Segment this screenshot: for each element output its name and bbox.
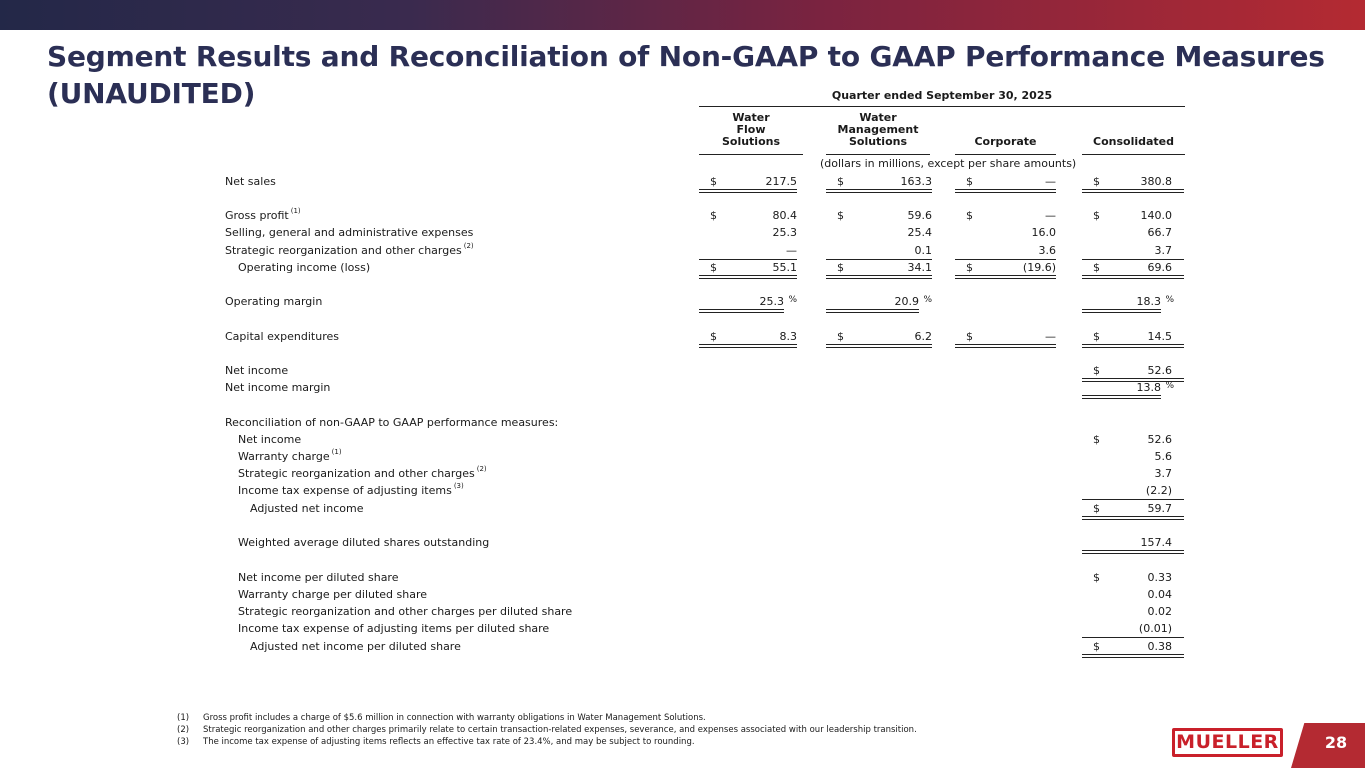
cell: $ 59.6	[837, 209, 932, 222]
cell: 0.1	[826, 244, 932, 258]
cell: $ 0.38	[1082, 640, 1172, 654]
cell: 3.7	[1154, 467, 1172, 480]
table-row-recon-warranty	[0, 450, 1365, 464]
row-label: Income tax expense of adjusting items $^{(3)}$	[238, 482, 464, 497]
cell: $ —	[955, 175, 1056, 189]
mueller-logo: MUELLER	[1172, 728, 1283, 757]
table-row-adjusted-net-income	[0, 502, 1365, 516]
cell: 13.8 %	[1082, 381, 1161, 395]
col-header-line: Consolidated	[1093, 135, 1174, 148]
table-row-eps-tax	[0, 622, 1365, 636]
col-header-line: Corporate	[974, 135, 1037, 148]
cell: 3.6	[955, 244, 1056, 258]
row-label: Operating margin	[225, 295, 323, 308]
col-header-water-management	[826, 112, 930, 148]
cell: 0.02	[1147, 605, 1172, 618]
cell: 0.04	[1147, 588, 1172, 601]
cell: $ 52.6	[1082, 364, 1172, 378]
row-label: Net income margin	[225, 381, 331, 394]
cell: $ 163.3	[826, 175, 932, 189]
cell: —	[699, 244, 797, 258]
row-label: Weighted average diluted shares outstanding	[238, 536, 490, 549]
cell: $ 0.33	[1093, 571, 1172, 584]
cell: $ 34.1	[826, 261, 932, 275]
cell: 16.0	[1031, 226, 1056, 239]
cell: $ —	[966, 209, 1056, 222]
cell: 25.3	[772, 226, 797, 239]
row-label: Warranty charge $^{(1)}$	[238, 448, 342, 463]
cell: (0.01)	[1082, 622, 1172, 636]
row-label: Adjusted net income per diluted share	[250, 640, 461, 653]
period-header: Quarter ended September 30, 2025	[831, 89, 1053, 102]
cell: 25.3 %	[699, 295, 784, 309]
page-title: Segment Results and Reconciliation of Non-GAAP to GAAP Performance Measures (UNAUDITED)	[47, 40, 1325, 110]
cell: 18.3 %	[1082, 295, 1161, 309]
header-gradient-bar	[0, 0, 1365, 30]
table-row-gross-profit	[0, 209, 1365, 223]
cell: 3.7	[1082, 244, 1172, 258]
row-label: Gross profit $^{(1)}$	[225, 207, 301, 222]
row-label: Strategic reorganization and other charges per diluted share	[238, 605, 573, 618]
cell: (2.2)	[1082, 484, 1172, 498]
table-row-recon-reorg	[0, 467, 1365, 481]
row-label: Net income per diluted share	[238, 571, 399, 584]
row-label: Adjusted net income	[250, 502, 364, 515]
row-label: Net income	[238, 433, 302, 446]
cell: $ 6.2	[826, 330, 932, 344]
table-row-recon-net-income	[0, 433, 1365, 447]
row-label: Strategic reorganization and other charges $^{(2)}$	[225, 242, 474, 257]
cell: 5.6	[1154, 450, 1172, 463]
table-row-recon-header	[0, 416, 1365, 430]
row-label: Capital expenditures	[225, 330, 339, 343]
cell: $ —	[955, 330, 1056, 344]
col-header-water-flow	[699, 112, 803, 148]
cell: 157.4	[1082, 536, 1172, 550]
table-row-operating-income	[0, 261, 1365, 275]
cell: $ 59.7	[1082, 502, 1172, 516]
row-label: Reconciliation of non-GAAP to GAAP performance measures:	[225, 416, 559, 429]
table-row-net-income-margin	[0, 381, 1365, 395]
table-row-eps-warranty	[0, 588, 1365, 602]
col-header-line: Flow	[736, 123, 766, 136]
table-row-net-sales	[0, 175, 1365, 189]
table-row-capex	[0, 330, 1365, 344]
cell: $ 69.6	[1082, 261, 1172, 275]
col-header-line: Solutions	[721, 135, 781, 148]
table-row-sga	[0, 226, 1365, 240]
table-row-recon-tax	[0, 484, 1365, 498]
table-row-diluted-shares	[0, 536, 1365, 550]
col-header-line: Solutions	[848, 135, 908, 148]
col-header-line: Water	[859, 111, 897, 124]
table-row-eps	[0, 571, 1365, 585]
cell: 66.7	[1147, 226, 1172, 239]
table-row-eps-reorg	[0, 605, 1365, 619]
cell: $ 380.8	[1082, 175, 1172, 189]
cell: $ 140.0	[1093, 209, 1172, 222]
col-header-line: Water	[732, 111, 770, 124]
cell: $ 8.3	[699, 330, 797, 344]
col-header-corporate	[955, 112, 1056, 148]
col-header-line: Management	[837, 123, 919, 136]
units-note: (dollars in millions, except per share amounts)	[820, 157, 1077, 170]
row-label: Income tax expense of adjusting items per diluted share	[238, 622, 550, 635]
table-row-operating-margin	[0, 295, 1365, 309]
period-rule	[699, 106, 1185, 107]
row-label: Net income	[225, 364, 289, 377]
cell: 25.4	[907, 226, 932, 239]
row-label: Warranty charge per diluted share	[238, 588, 428, 601]
col-header-consolidated	[1082, 112, 1185, 148]
row-label: Net sales	[225, 175, 276, 188]
cell: $ 55.1	[699, 261, 797, 275]
cell: $ 14.5	[1082, 330, 1172, 344]
row-label: Strategic reorganization and other charges $^{(2)}$	[238, 465, 487, 480]
table-row-net-income	[0, 364, 1365, 378]
cell: 20.9 %	[826, 295, 919, 309]
cell: $ 52.6	[1093, 433, 1172, 446]
row-label: Selling, general and administrative expenses	[225, 226, 474, 239]
table-row-eps-adjusted	[0, 640, 1365, 654]
cell: $ (19.6)	[955, 261, 1056, 275]
page-number: 28	[1324, 733, 1348, 752]
cell: $ 80.4	[710, 209, 797, 222]
table-row-reorg	[0, 244, 1365, 258]
row-label: Operating income (loss)	[238, 261, 371, 274]
cell: $ 217.5	[699, 175, 797, 189]
